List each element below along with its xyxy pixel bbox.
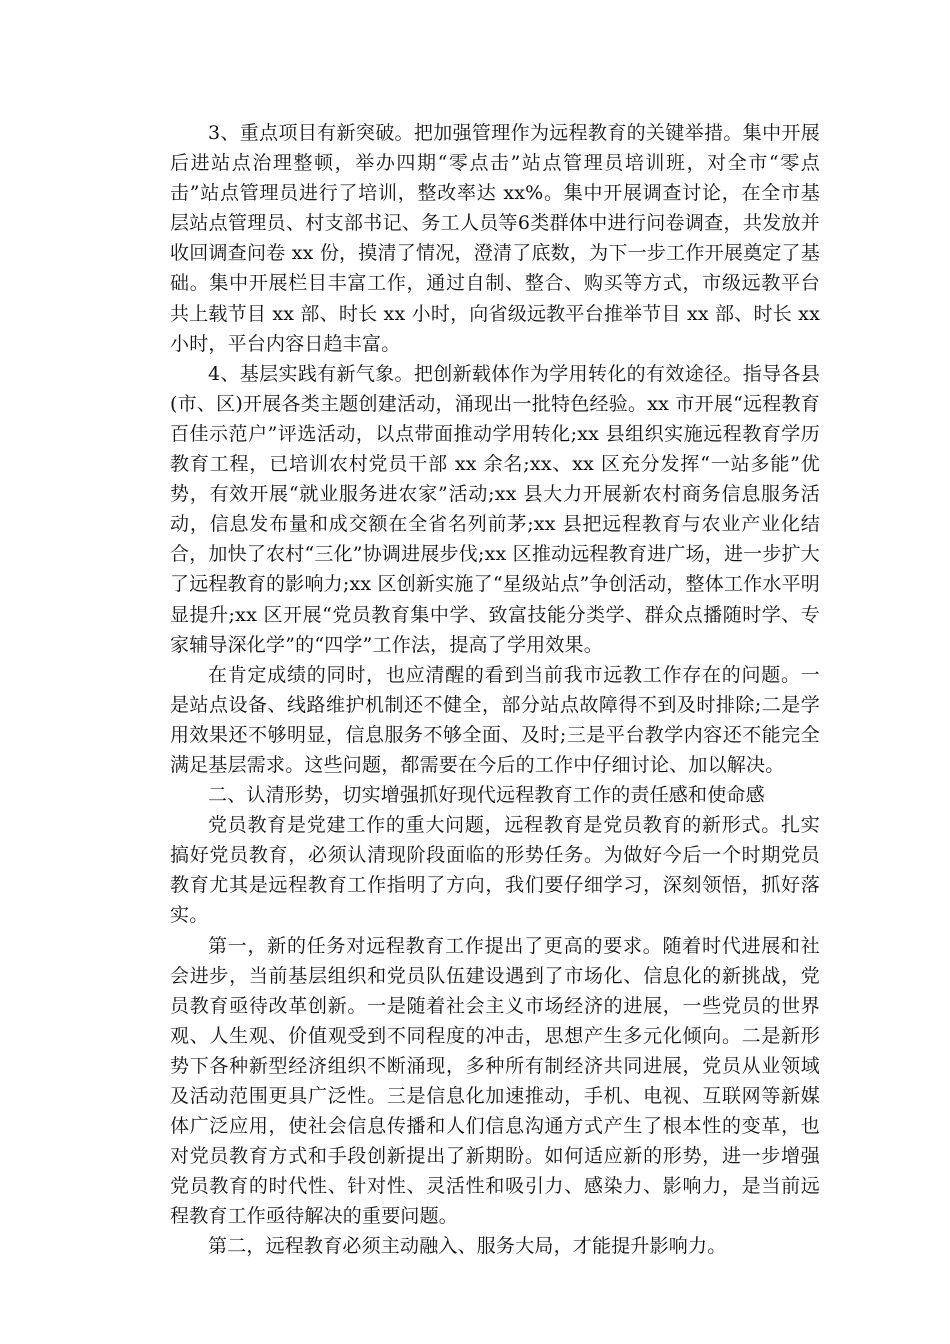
paragraph-key-projects: 3、重点项目有新突破。把加强管理作为远程教育的关键举措。集中开展后进站点治理整顿，举办四期“零点击”站点管理员培训班，对全市“零点击”站点管理员进行了培训，整改率达 xx%。集中开展调查讨论，在全市基层站点管理员、村支部书记、务工人员等6类群体中进行问卷调查，共发放并收回调查问卷 xx 份，摸清了情况，澄清了底数，为下一步工作开展奠定了基础。集中开展栏目丰富工作，通过自制、整合、购买等方式，市级远教平台共上载节目 xx 部、时长 xx 小时，向省级远教平台推举节目 xx 部、时长 xx 小时，平台内容日趋丰富。	[170, 122, 820, 355]
paragraph-first-point: 第一，新的任务对远程教育工作提出了更高的要求。随着时代进展和社会进步，当前基层组织和党员队伍建设遇到了市场化、信息化的新挑战，党员教育亟待改革创新。一是随着社会主义市场经济的进展，一些党员的世界观、人生观、价值观受到不同程度的冲击，思想产生多元化倾向。二是新形势下各种新型经济组织不断涌现，多种所有制经济共同进展，党员从业领域及活动范围更具广泛性。三是信息化加速推动，手机、电视、互联网等新媒体广泛应用，使社会信息传播和人们信息沟通方式产生了根本性的变革，也对党员教育方式和手段创新提出了新期盼。如何适应新的形势，进一步增强党员教育的时代性、针对性、灵活性和吸引力、感染力、影响力，是当前远程教育工作亟待解决的重要问题。	[170, 934, 820, 1228]
paragraph-existing-problems: 在肯定成绩的同时，也应清醒的看到当前我市远教工作存在的问题。一是站点设备、线路维护机制还不健全，部分站点故障得不到及时排除;二是学用效果还不够明显，信息服务不够全面、及时;三是平台教学内容还不能完全满足基层需求。这些问题，都需要在今后的工作中仔细讨论、加以解决。	[170, 663, 820, 776]
section-heading-situation: 二、认清形势，切实增强抓好现代远程教育工作的责任感和使命感	[208, 784, 765, 807]
paragraph-second-point: 第二，远程教育必须主动融入、服务大局，才能提升影响力。	[208, 1235, 727, 1258]
paragraph-grassroots-practice: 4、基层实践有新气象。把创新载体作为学用转化的有效途径。指导各县(市、区)开展各类主题创建活动，涌现出一批特色经验。xx 市开展“远程教育百佳示范户”评选活动，以点带面推动学用转化;xx 县组织实施远程教育学历教育工程，已培训农村党员干部 xx 余名;xx、xx 区充分发挥“一站多能”优势，有效开展“就业服务进农家”活动;xx 县大力开展新农村商务信息服务活动，信息发布量和成交额在全省名列前茅;xx 县把远程教育与农业产业化结合，加快了农村“三化”协调进展步伐;xx 区推动远程教育进广场，进一步扩大了远程教育的影响力;xx 区创新实施了“星级站点”争创活动，整体工作水平明显提升;xx 区开展“党员教育集中学、致富技能分类学、群众点播随时学、专家辅导深化学”的“四学”工作法，提高了学用效果。	[170, 362, 820, 656]
document-page	[170, 118, 820, 1262]
paragraph-party-education: 党员教育是党建工作的重大问题，远程教育是党员教育的新形式。扎实搞好党员教育，必须认清现阶段面临的形势任务。为做好今后一个时期党员教育尤其是远程教育工作指明了方向，我们要仔细学习，深刻领悟，抓好落实。	[170, 814, 820, 927]
